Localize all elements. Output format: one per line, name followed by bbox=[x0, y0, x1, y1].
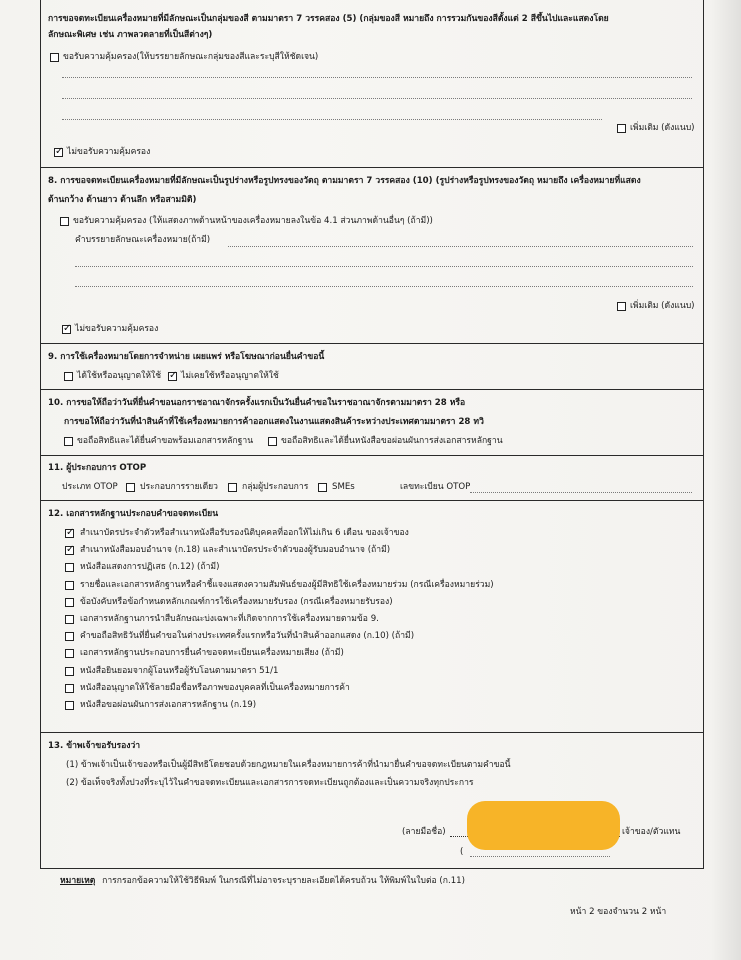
sec8-dotted-line-1[interactable] bbox=[228, 246, 693, 247]
signature-name-line[interactable] bbox=[470, 856, 610, 857]
sec12-item-checkbox[interactable] bbox=[65, 684, 74, 693]
sec8-heading-line2: ด้านกว้าง ด้านยาว ด้านลึก หรือสามมิติ) bbox=[48, 195, 197, 205]
sec9-never-checkbox[interactable] bbox=[168, 372, 177, 381]
sec11-reg-field[interactable] bbox=[470, 492, 692, 493]
sec12-item-label: คำขอถือสิทธิวันที่ยื่นคำขอในต่างประเทศครั้งแรกหรือวันที่นำสินค้าออกแสดง (ก.10) (ถ้ามี) bbox=[80, 631, 415, 641]
sec12-item-checkbox[interactable] bbox=[65, 632, 74, 641]
sec8-dotted-line-2[interactable] bbox=[75, 266, 693, 267]
sec8-describe-label: คำบรรยายลักษณะเครื่องหมาย(ถ้ามี) bbox=[75, 235, 211, 245]
signature-label: (ลายมือชื่อ) bbox=[402, 827, 446, 837]
divider bbox=[40, 500, 704, 501]
signature-role-label: เจ้าของ/ตัวแทน bbox=[622, 827, 681, 837]
divider bbox=[40, 732, 704, 733]
divider bbox=[40, 167, 704, 168]
sec8-no-label: ไม่ขอรับความคุ้มครอง bbox=[75, 324, 159, 334]
sec7-more-label: เพิ่มเติม (ดังแนบ) bbox=[630, 123, 695, 133]
sec9-heading: 9. การใช้เครื่องหมายโดยการจำหน่าย เผยแพร่ หรือโฆษณาก่อนยื่นคำขอนี้ bbox=[48, 352, 325, 362]
sec11-single-label: ประกอบการรายเดียว bbox=[140, 482, 219, 492]
sec7-dotted-line-1[interactable] bbox=[62, 77, 692, 78]
sec13-statement-1: (1) ข้าพเจ้าเป็นเจ้าของหรือเป็นผู้มีสิทธิโดยชอบด้วยกฎหมายในเครื่องหมายการค้าที่นำมายื่นคำขอจดทะเบียนตามคำขอนี้ bbox=[66, 760, 511, 770]
sec7-heading-line2: ลักษณะพิเศษ เช่น ภาพลวดลายที่เป็นสีต่างๆ) bbox=[48, 30, 213, 40]
sec12-item-label: หนังสืออนุญาตให้ใช้ลายมือชื่อหรือภาพของบุคคลที่เป็นเครื่องหมายการค้า bbox=[80, 683, 350, 693]
sec12-item-checkbox[interactable] bbox=[65, 546, 74, 555]
sec12-item-label: สำเนาหนังสือมอบอำนาจ (ก.18) และสำเนาบัตรประจำตัวของผู้รับมอบอำนาจ (ถ้ามี) bbox=[80, 545, 391, 555]
note-text: การกรอกข้อความให้ใช้วิธีพิมพ์ ในกรณีที่ไม่อาจระบุรายละเอียดได้ครบถ้วน ให้พิมพ์ในใบต่อ (ก.11) bbox=[102, 876, 466, 886]
divider bbox=[40, 389, 704, 390]
sec11-group-checkbox[interactable] bbox=[228, 483, 237, 492]
sec8-no-checkbox[interactable] bbox=[62, 325, 71, 334]
sec13-heading: 13. ข้าพเจ้าขอรับรองว่า bbox=[48, 741, 141, 751]
sec8-more-label: เพิ่มเติม (ดังแนบ) bbox=[630, 301, 695, 311]
sec12-item-label: ข้อบังคับหรือข้อกำหนดหลักเกณฑ์การใช้เครื่องหมายรับรอง (กรณีเครื่องหมายรับรอง) bbox=[80, 597, 393, 607]
sec7-more-checkbox[interactable] bbox=[617, 124, 626, 133]
sec9-never-label: ไม่เคยใช้หรืออนุญาตให้ใช้ bbox=[181, 371, 279, 381]
form-bottom-border bbox=[40, 868, 704, 869]
sec12-item-checkbox[interactable] bbox=[65, 615, 74, 624]
sec7-dotted-line-2[interactable] bbox=[62, 98, 692, 99]
sec11-reg-label: เลขทะเบียน OTOP bbox=[400, 482, 471, 492]
sec7-heading-line1: การขอจดทะเบียนเครื่องหมายที่มีลักษณะเป็นกลุ่มของสี ตามมาตรา 7 วรรคสอง (5) (กลุ่มของสี หมายถึง การรวมกันของสีตั้งแต่ 2 สีขึ้นไปและแสดงโดย bbox=[48, 14, 609, 24]
sec8-dotted-line-3[interactable] bbox=[75, 286, 693, 287]
sec8-heading-line1: 8. การขอจดทะเบียนเครื่องหมายที่มีลักษณะเป็นรูปร่างหรือรูปทรงของวัตถุ ตามมาตรา 7 วรรคสอง (10) (รูปร่างหรือรูปทรงของวัตถุ หมายถึง เครื่องหมายที่แสดง bbox=[48, 176, 641, 186]
sec9-used-checkbox[interactable] bbox=[64, 372, 73, 381]
sec11-sme-checkbox[interactable] bbox=[318, 483, 327, 492]
sec8-more-checkbox[interactable] bbox=[617, 302, 626, 311]
sec7-dotted-line-3[interactable] bbox=[62, 119, 602, 120]
sec12-item-checkbox[interactable] bbox=[65, 529, 74, 538]
sec7-request-checkbox[interactable] bbox=[50, 53, 59, 62]
sec12-item-label: รายชื่อและเอกสารหลักฐานหรือคำชี้แจงแสดงความสัมพันธ์ของผู้มีสิทธิใช้เครื่องหมายร่วม (กรณีเครื่องหมายร่วม) bbox=[80, 580, 494, 590]
sec12-item-label: หนังสือยินยอมจากผู้โอนหรือผู้รับโอนตามมาตรา 51/1 bbox=[80, 666, 279, 676]
sec10-opt-a-label: ขอถือสิทธิและได้ยื่นคำขอพร้อมเอกสารหลักฐาน bbox=[77, 436, 254, 446]
note-row bbox=[60, 876, 465, 887]
sec12-item-label: หนังสือแสดงการปฏิเสธ (ก.12) (ถ้ามี) bbox=[80, 562, 220, 572]
note-label: หมายเหตุ bbox=[60, 876, 96, 886]
sec13-statement-2: (2) ข้อเท็จจริงทั้งปวงที่ระบุไว้ในคำขอจดทะเบียนและเอกสารการจดทะเบียนถูกต้องและเป็นความจริงทุกประการ bbox=[66, 778, 474, 788]
sec12-item-checkbox[interactable] bbox=[65, 649, 74, 658]
sec12-item-label: หนังสือขอผ่อนผันการส่งเอกสารหลักฐาน (ก.19) bbox=[80, 700, 257, 710]
sec9-used-label: ได้ใช้หรืออนุญาตให้ใช้ bbox=[77, 371, 162, 381]
divider bbox=[40, 343, 704, 344]
sec8-request-checkbox[interactable] bbox=[60, 217, 69, 226]
sec12-item-checkbox[interactable] bbox=[65, 701, 74, 710]
sec12-item-label: เอกสารหลักฐานการนำสืบลักษณะบ่งเฉพาะที่เกิดจากการใช้เครื่องหมายตามข้อ 9. bbox=[80, 614, 379, 624]
sec12-item-label: เอกสารหลักฐานประกอบการยื่นคำขอจดทะเบียนเครื่องหมายเสียง (ถ้ามี) bbox=[80, 648, 344, 658]
page-number-footer: หน้า 2 ของจำนวน 2 หน้า bbox=[570, 907, 667, 917]
sec12-item-checkbox[interactable] bbox=[65, 581, 74, 590]
sec11-sme-label: SMEs bbox=[332, 482, 355, 492]
sec12-item-checkbox[interactable] bbox=[65, 598, 74, 607]
sec11-single-checkbox[interactable] bbox=[126, 483, 135, 492]
sec11-group-label: กลุ่มผู้ประกอบการ bbox=[242, 482, 309, 492]
sec7-request-label: ขอรับความคุ้มครอง(ให้บรรยายลักษณะกลุ่มของสีและระบุสีให้ชัดเจน) bbox=[63, 52, 319, 62]
sec11-heading: 11. ผู้ประกอบการ OTOP bbox=[48, 463, 147, 473]
sec8-request-label: ขอรับความคุ้มครอง (ให้แสดงภาพด้านหน้าของเครื่องหมายลงในข้อ 4.1 ส่วนภาพด้านอื่นๆ (ถ้ามี)) bbox=[73, 216, 433, 226]
redaction-mark bbox=[467, 801, 620, 850]
sec7-no-checkbox[interactable] bbox=[54, 148, 63, 157]
form-frame bbox=[40, 0, 704, 868]
sec7-no-label: ไม่ขอรับความคุ้มครอง bbox=[67, 147, 151, 157]
sec12-item-label: สำเนาบัตรประจำตัวหรือสำเนาหนังสือรับรองนิติบุคคลที่ออกให้ไม่เกิน 6 เดือน ของเจ้าของ bbox=[80, 528, 409, 538]
sec11-type-label: ประเภท OTOP bbox=[62, 482, 118, 492]
sec12-item-checkbox[interactable] bbox=[65, 667, 74, 676]
sec10-opt-b-checkbox[interactable] bbox=[268, 437, 277, 446]
sec10-opt-a-checkbox[interactable] bbox=[64, 437, 73, 446]
sec10-heading-line2: การขอให้ถือว่าวันที่นำสินค้าที่ใช้เครื่องหมายการค้าออกแสดงในงานแสดงสินค้าระหว่างประเทศตามมาตรา 28 ทวิ bbox=[64, 417, 484, 427]
sec12-heading: 12. เอกสารหลักฐานประกอบคำขอจดทะเบียน bbox=[48, 509, 219, 519]
signature-name-paren: ( bbox=[460, 847, 464, 857]
page-edge-shadow bbox=[711, 0, 741, 960]
divider bbox=[40, 455, 704, 456]
sec10-heading-line1: 10. การขอให้ถือว่าวันที่ยื่นคำขอนอกราชอาณาจักรครั้งแรกเป็นวันยื่นคำขอในราชอาณาจักรตามมาตรา 28 หรือ bbox=[48, 398, 466, 408]
sec10-opt-b-label: ขอถือสิทธิและได้ยื่นหนังสือขอผ่อนผันการส่งเอกสารหลักฐาน bbox=[281, 436, 503, 446]
sec12-item-checkbox[interactable] bbox=[65, 563, 74, 572]
